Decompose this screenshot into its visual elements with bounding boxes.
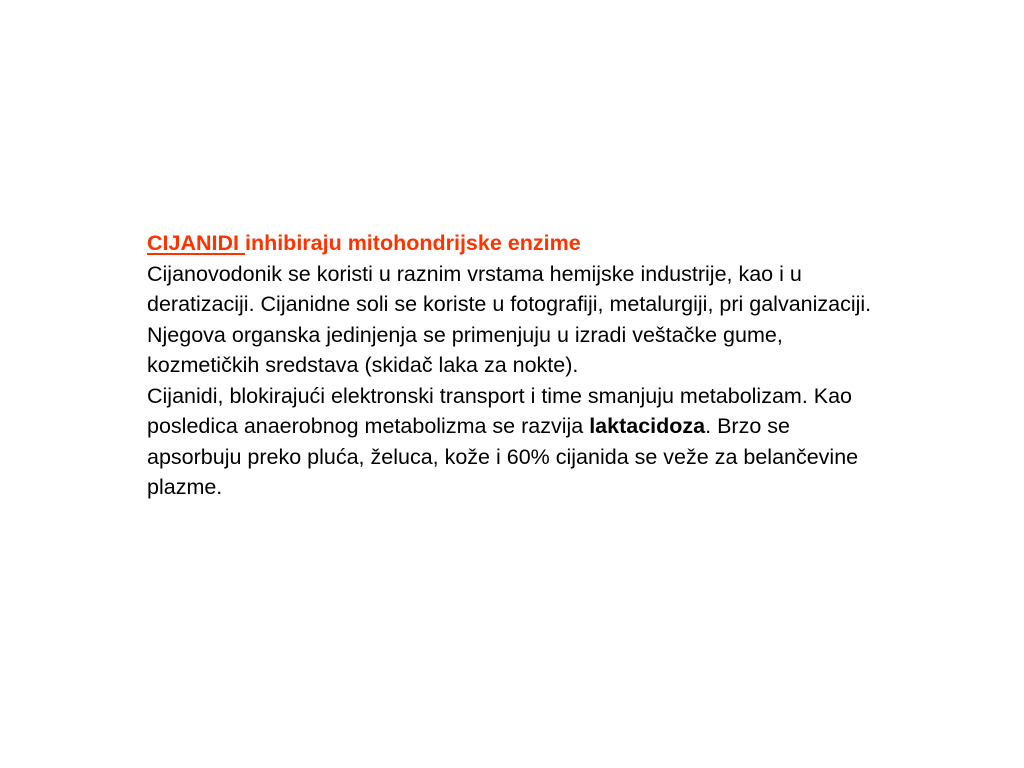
heading-rest: inhibiraju mitohondrijske enzime — [244, 231, 581, 255]
paragraph-2 — [147, 381, 887, 503]
paragraph-2-after: . Brzo se apsorbuju preko pluća, želuca, kože i 60% cijanida se veže za belančevine plazme. — [147, 414, 859, 499]
paragraph-2-bold-term: laktacidoza — [589, 414, 706, 438]
heading-key-term: CIJANIDI — [147, 231, 245, 255]
paragraph-2-before: Cijanidi, blokirajući elektronski transport i time smanjuju metabolizam. Kao posledica anaerobnog metabolizma se razvija — [147, 383, 853, 438]
paragraph-1: Cijanovodonik se koristi u raznim vrstama hemijske industrije, kao i u deratizaciji. Cijanidne soli se koriste u fotografiji, metalurgiji, pri galvanizaciji. Njegova organska jedinjenja se primenjuju u izradi veštačke gume, kozmetičkih sredstava (skidač laka za nokte). — [147, 261, 872, 377]
text-block — [147, 228, 887, 503]
heading — [147, 228, 887, 259]
